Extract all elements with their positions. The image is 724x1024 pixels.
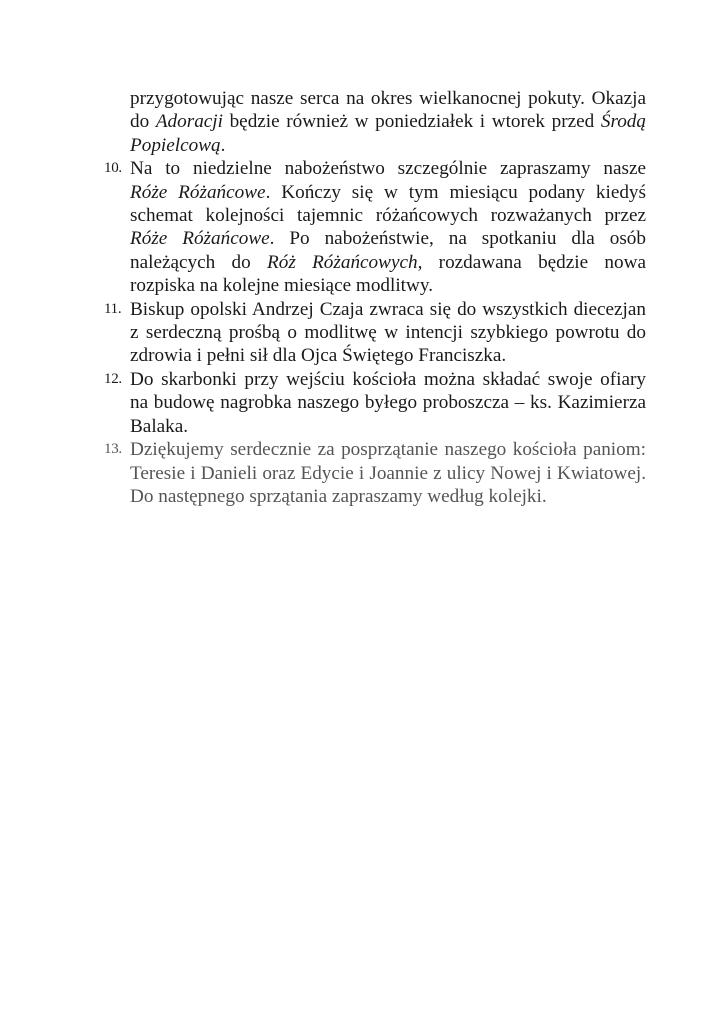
italic-term: Róże Różańcowe <box>130 181 266 203</box>
item-number: 13. <box>104 441 122 458</box>
announcement-item <box>104 298 646 368</box>
text-line: z serdeczną prośbą o modlitwę w intencji szybkiego powrotu do <box>130 322 646 344</box>
text-line: na budowę nagrobka naszego byłego proboszcza – ks. Kazimierza <box>130 392 646 414</box>
text-line: Biskup opolski Andrzej Czaja zwraca się do wszystkich diecezjan <box>130 298 646 320</box>
item-number: 11. <box>104 300 122 317</box>
text-line: należących do Róż Różańcowych, rozdawana będzie nowa <box>130 251 646 273</box>
text-line: Do następnego sprzątania zapraszamy według kolejki. <box>130 485 547 507</box>
item-number: 12. <box>104 370 122 387</box>
text-line: schemat kolejności tajemnic różańcowych rozważanych przez <box>130 205 646 227</box>
italic-term: Róż Różańcowych <box>267 251 418 273</box>
text-line: Teresie i Danieli oraz Edycie i Joannie z ulicy Nowej i Kwiatowej. <box>130 462 646 484</box>
item-number: 10. <box>104 160 122 177</box>
text-line: Róże Różańcowe. Kończy się w tym miesiącu podany kiedyś <box>130 181 646 203</box>
italic-term: Środą <box>600 111 646 133</box>
text-line: do Adoracji będzie również w poniedziałek i wtorek przed Środą <box>130 111 646 133</box>
text-line: rozpiska na kolejne miesiące modlitwy. <box>130 275 433 297</box>
text-line: Dziękujemy serdecznie za posprzątanie naszego kościoła paniom: <box>130 439 646 461</box>
italic-term: Róże Różańcowe <box>130 228 270 250</box>
announcement-item <box>104 368 646 438</box>
continued-announcement <box>104 87 646 157</box>
text-line: przygotowując nasze serca na okres wielkanocnej pokuty. Okazja <box>130 88 646 109</box>
text-line: Róże Różańcowe. Po nabożeństwie, na spotkaniu dla osób <box>130 228 646 250</box>
text-line: Popielcową. <box>130 134 226 156</box>
announcement-item <box>104 438 646 508</box>
text-line: Balaka. <box>130 415 189 437</box>
italic-term: Adoracji <box>155 111 223 133</box>
announcement-item <box>104 157 646 297</box>
text-line: Do skarbonki przy wejściu kościoła można składać swoje ofiary <box>130 368 646 390</box>
italic-term: Popielcową <box>130 134 221 156</box>
text-line: Na to niedzielne nabożeństwo szczególnie zapraszamy nasze <box>130 158 646 180</box>
announcements-list <box>104 87 646 508</box>
text-line: zdrowia i pełni sił dla Ojca Świętego Franciszka. <box>130 345 507 367</box>
